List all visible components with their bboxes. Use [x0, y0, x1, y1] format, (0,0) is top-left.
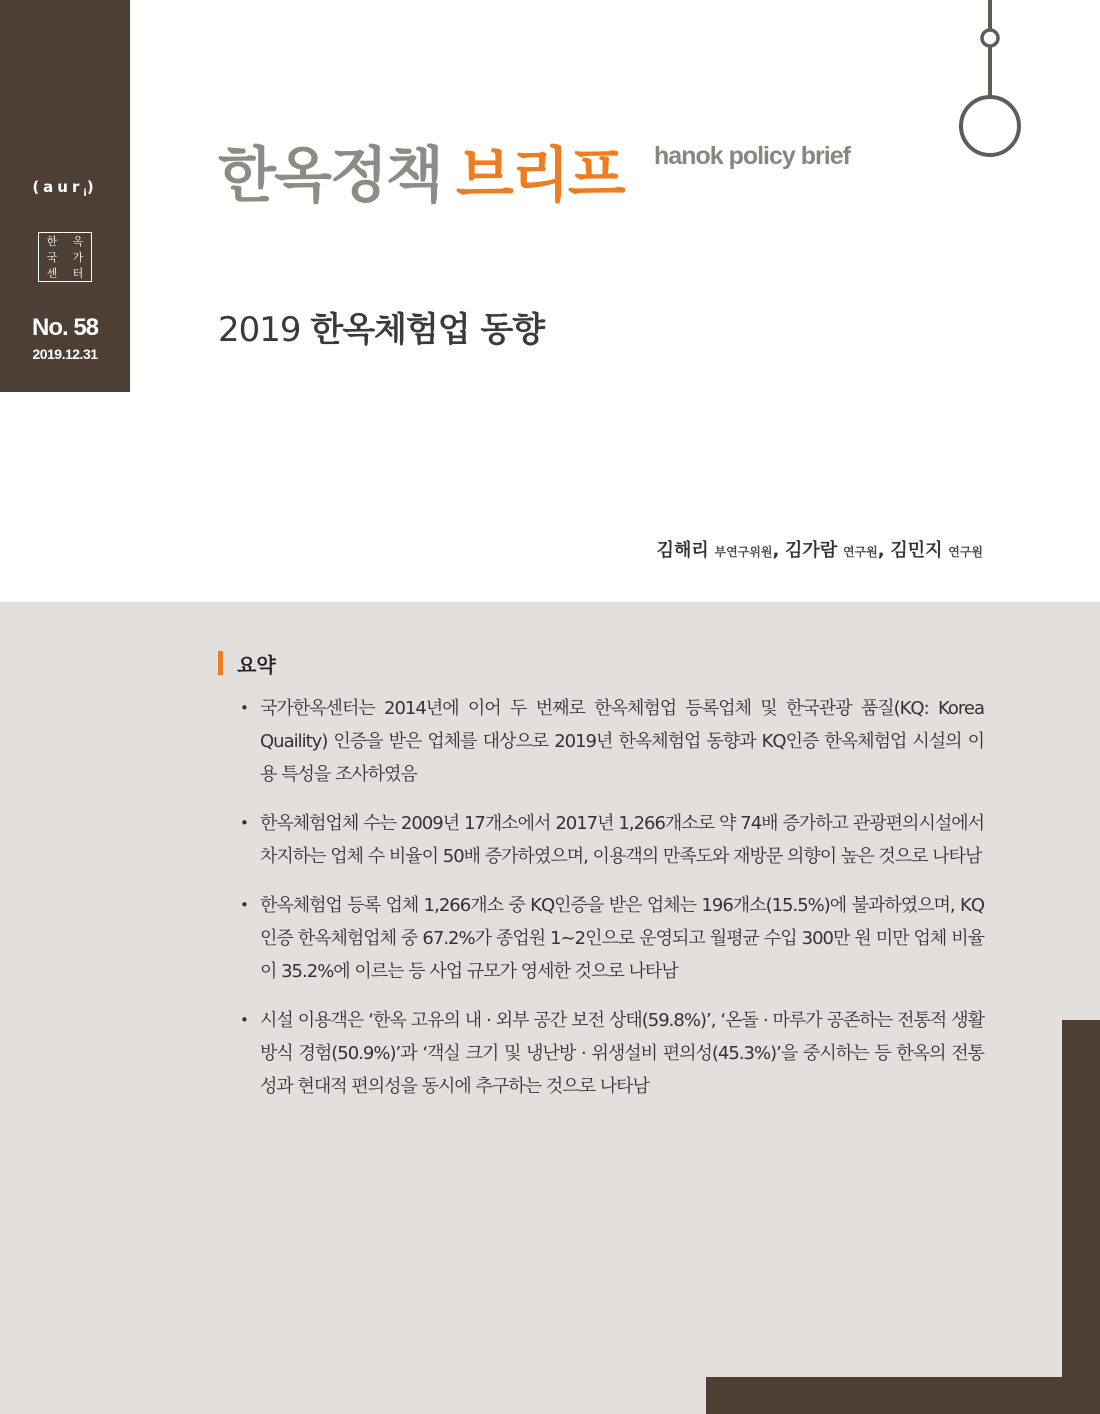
author-name: 김해리	[656, 540, 709, 561]
summary-list	[240, 692, 984, 1119]
logo-char: 한	[46, 234, 58, 248]
issue-number: No. 58	[31, 314, 99, 341]
summary-item: • 한옥체험업체 수는 2009년 17개소에서 2017년 1,266개소로 약 74배 증가하고 관광편의시설에서 차지하는 업체 수 비율이 50배 증가하였으며, 이용객의 만족도와 재방문 의향이 높은 것으로 나타남	[240, 807, 984, 873]
document-title-year: 2019	[218, 310, 301, 350]
aurp-logo: (aur$_i$)	[32, 178, 98, 199]
summary-item: • 시설 이용객은 ‘한옥 고유의 내 · 외부 공간 보전 상태(59.8%)’, ‘온돌 · 마루가 공존하는 전통적 생활 방식 경험(50.9%)’과 ‘객실 크기 및 냉난방 · 위생설비 편의성(45.3%)’을 중시하는 등 한옥의 전통성과 현대적 편의성을 동시에 추구하는 것으로 나타남	[240, 1004, 984, 1103]
hanok-center-logo	[38, 232, 92, 282]
summary-item: • 한옥체험업 등록 업체 1,266개소 중 KQ인증을 받은 업체는 196개소(15.5%)에 불과하였으며, KQ인증 한옥체험업체 중 67.2%가 종업원 1~2인으로 운영되고 월평균 수입 300만 원 미만 업체 비율이 35.2%에 이르는 등 사업 규모가 영세한 것으로 나타남	[240, 889, 984, 988]
author-role: 연구원	[842, 545, 878, 559]
author-name: 김민지	[890, 540, 943, 561]
author-role: 연구원	[948, 545, 983, 559]
document-title	[218, 302, 544, 351]
logo-char: 옥	[72, 234, 84, 248]
aurp-logo-text: aur	[43, 178, 84, 196]
decorative-block-bottom	[706, 1377, 1100, 1414]
series-title-main: 한옥정책	[218, 141, 442, 211]
hanging-ring-icon	[950, 0, 1030, 170]
heading-accent-bar	[218, 651, 223, 675]
aurp-logo-sub: i	[83, 188, 87, 199]
logo-char: 국	[46, 250, 58, 264]
document-title-main: 한옥체험업 동향	[310, 310, 545, 350]
logo-char: 터	[72, 266, 84, 280]
summary-item: • 국가한옥센터는 2014년에 이어 두 번째로 한옥체험업 등록업체 및 한국관광 품질(KQ: Korea Quaility) 인증을 받은 업체를 대상으로 2019년 한옥체험업 동향과 KQ인증 한옥체험업 시설의 이용 특성을 조사하였음	[240, 692, 984, 791]
author-role: 부연구위원	[714, 545, 773, 559]
summary-heading	[218, 650, 276, 676]
summary-heading-text: 요약	[237, 652, 276, 677]
series-title-english: hanok policy brief	[654, 142, 850, 170]
series-title-accent: 브리프	[455, 141, 624, 211]
author-line: 김해리 부연구위원, 김가람 연구원, 김민지 연구원	[656, 540, 983, 561]
author-name: 김가람	[785, 540, 838, 561]
decorative-block-right	[1062, 1020, 1100, 1414]
logo-char: 가	[72, 250, 84, 264]
issue-date: 2019.12.31	[32, 346, 98, 362]
logo-char: 센	[46, 266, 58, 280]
sidebar-tab	[0, 0, 130, 392]
series-title	[218, 128, 624, 214]
